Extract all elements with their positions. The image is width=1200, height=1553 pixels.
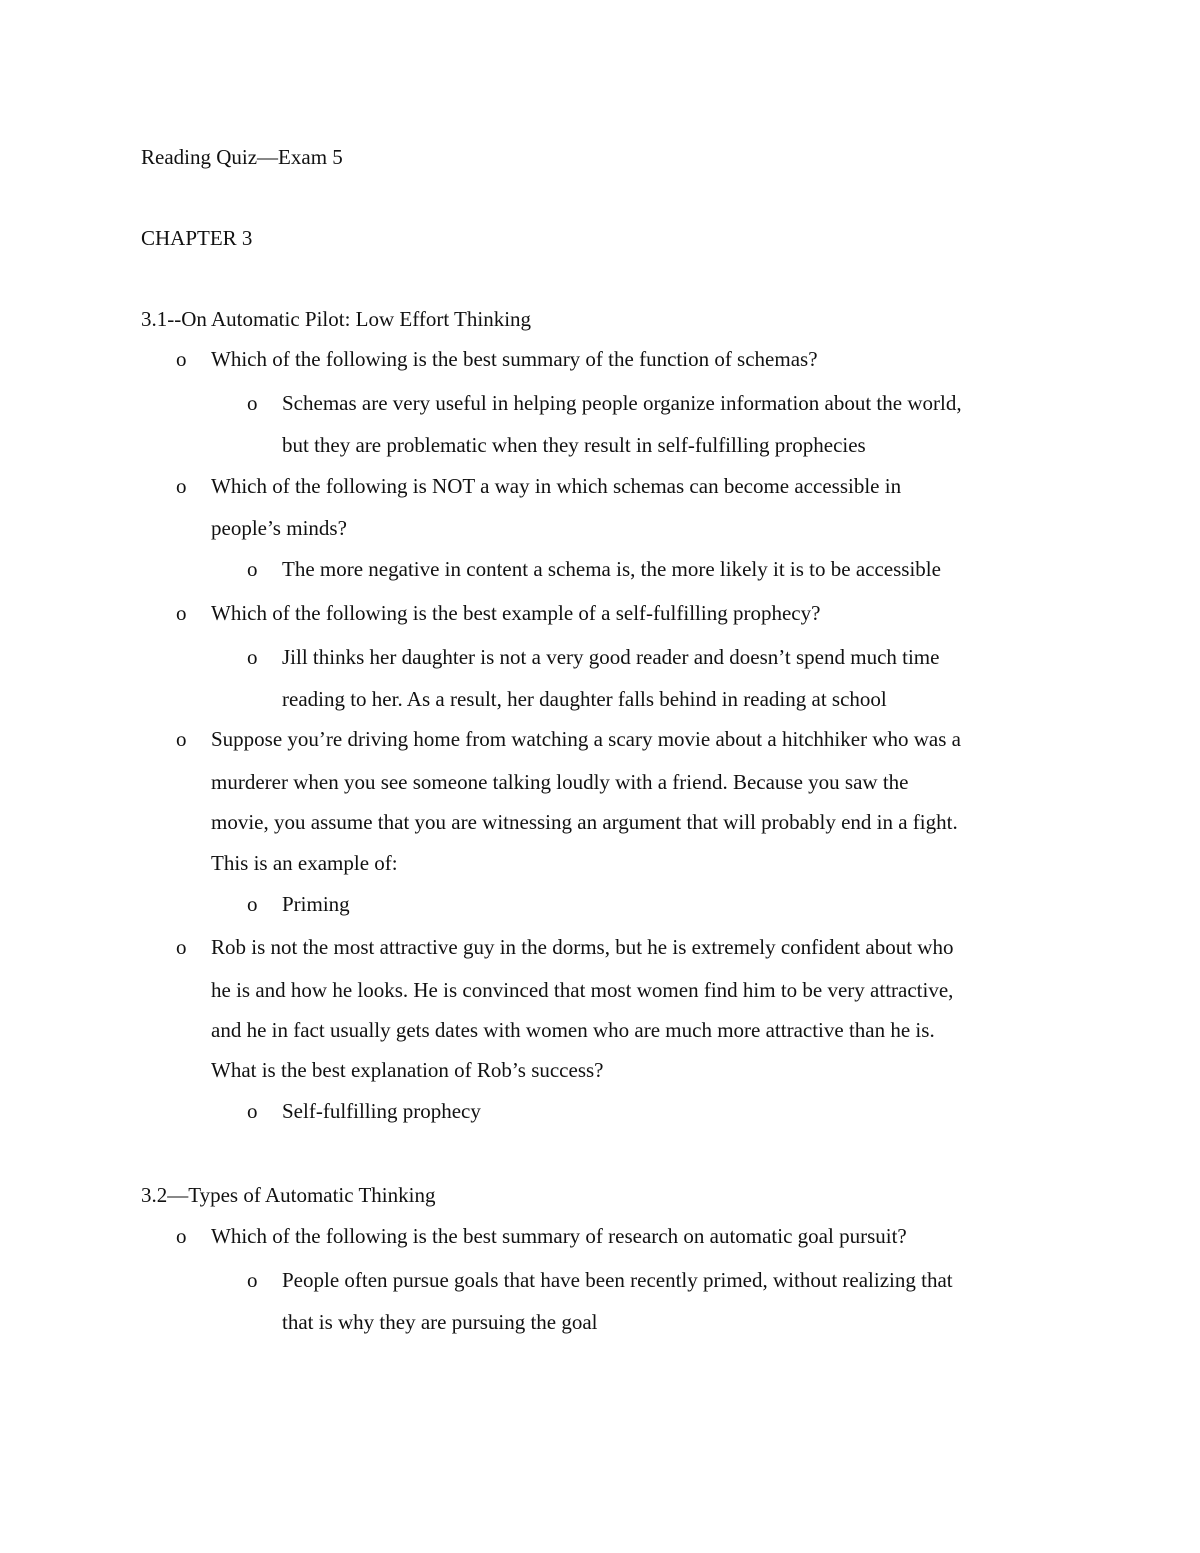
answer-bullet: o (247, 391, 258, 415)
question-bullet: o (176, 935, 187, 959)
answer-text: Schemas are very useful in helping people organize information about the world, (282, 391, 962, 415)
answer-text: Priming (282, 892, 350, 916)
question-bullet: o (176, 1224, 187, 1248)
answer-bullet: o (247, 645, 258, 669)
answer-text: The more negative in content a schema is, the more likely it is to be accessible (282, 557, 941, 581)
question-text: Which of the following is the best example of a self-fulfilling prophecy? (211, 601, 821, 625)
answer-text: reading to her. As a result, her daughter falls behind in reading at school (282, 687, 887, 711)
answer-bullet: o (247, 1268, 258, 1292)
answer-text: Jill thinks her daughter is not a very good reader and doesn’t spend much time (282, 645, 940, 669)
document-title: Reading Quiz—Exam 5 (141, 145, 343, 169)
answer-text: that is why they are pursuing the goal (282, 1310, 598, 1334)
question-text: This is an example of: (211, 851, 398, 875)
question-text: he is and how he looks. He is convinced that most women find him to be very attractive, (211, 978, 954, 1002)
answer-text: but they are problematic when they result in self-fulfilling prophecies (282, 433, 866, 457)
question-text: people’s minds? (211, 516, 347, 540)
question-bullet: o (176, 474, 187, 498)
question-text: What is the best explanation of Rob’s success? (211, 1058, 604, 1082)
answer-bullet: o (247, 557, 258, 581)
question-text: and he in fact usually gets dates with women who are much more attractive than he is. (211, 1018, 935, 1042)
answer-bullet: o (247, 1099, 258, 1123)
question-text: movie, you assume that you are witnessing an argument that will probably end in a fight. (211, 810, 958, 834)
question-bullet: o (176, 601, 187, 625)
chapter-heading: CHAPTER 3 (141, 226, 253, 250)
answer-text: Self-fulfilling prophecy (282, 1099, 481, 1123)
answer-text: People often pursue goals that have been recently primed, without realizing that (282, 1268, 953, 1292)
question-bullet: o (176, 347, 187, 371)
question-text: Which of the following is NOT a way in which schemas can become accessible in (211, 474, 902, 498)
section-heading: 3.2—Types of Automatic Thinking (141, 1183, 436, 1207)
question-text: Rob is not the most attractive guy in the dorms, but he is extremely confident about who (211, 935, 954, 959)
question-text: Suppose you’re driving home from watching a scary movie about a hitchhiker who was a (211, 727, 961, 751)
question-text: murderer when you see someone talking loudly with a friend. Because you saw the (211, 770, 909, 794)
section-heading: 3.1--On Automatic Pilot: Low Effort Thinking (141, 307, 532, 331)
question-bullet: o (176, 727, 187, 751)
question-text: Which of the following is the best summary of the function of schemas? (211, 347, 818, 371)
answer-bullet: o (247, 892, 258, 916)
question-text: Which of the following is the best summary of research on automatic goal pursuit? (211, 1224, 907, 1248)
